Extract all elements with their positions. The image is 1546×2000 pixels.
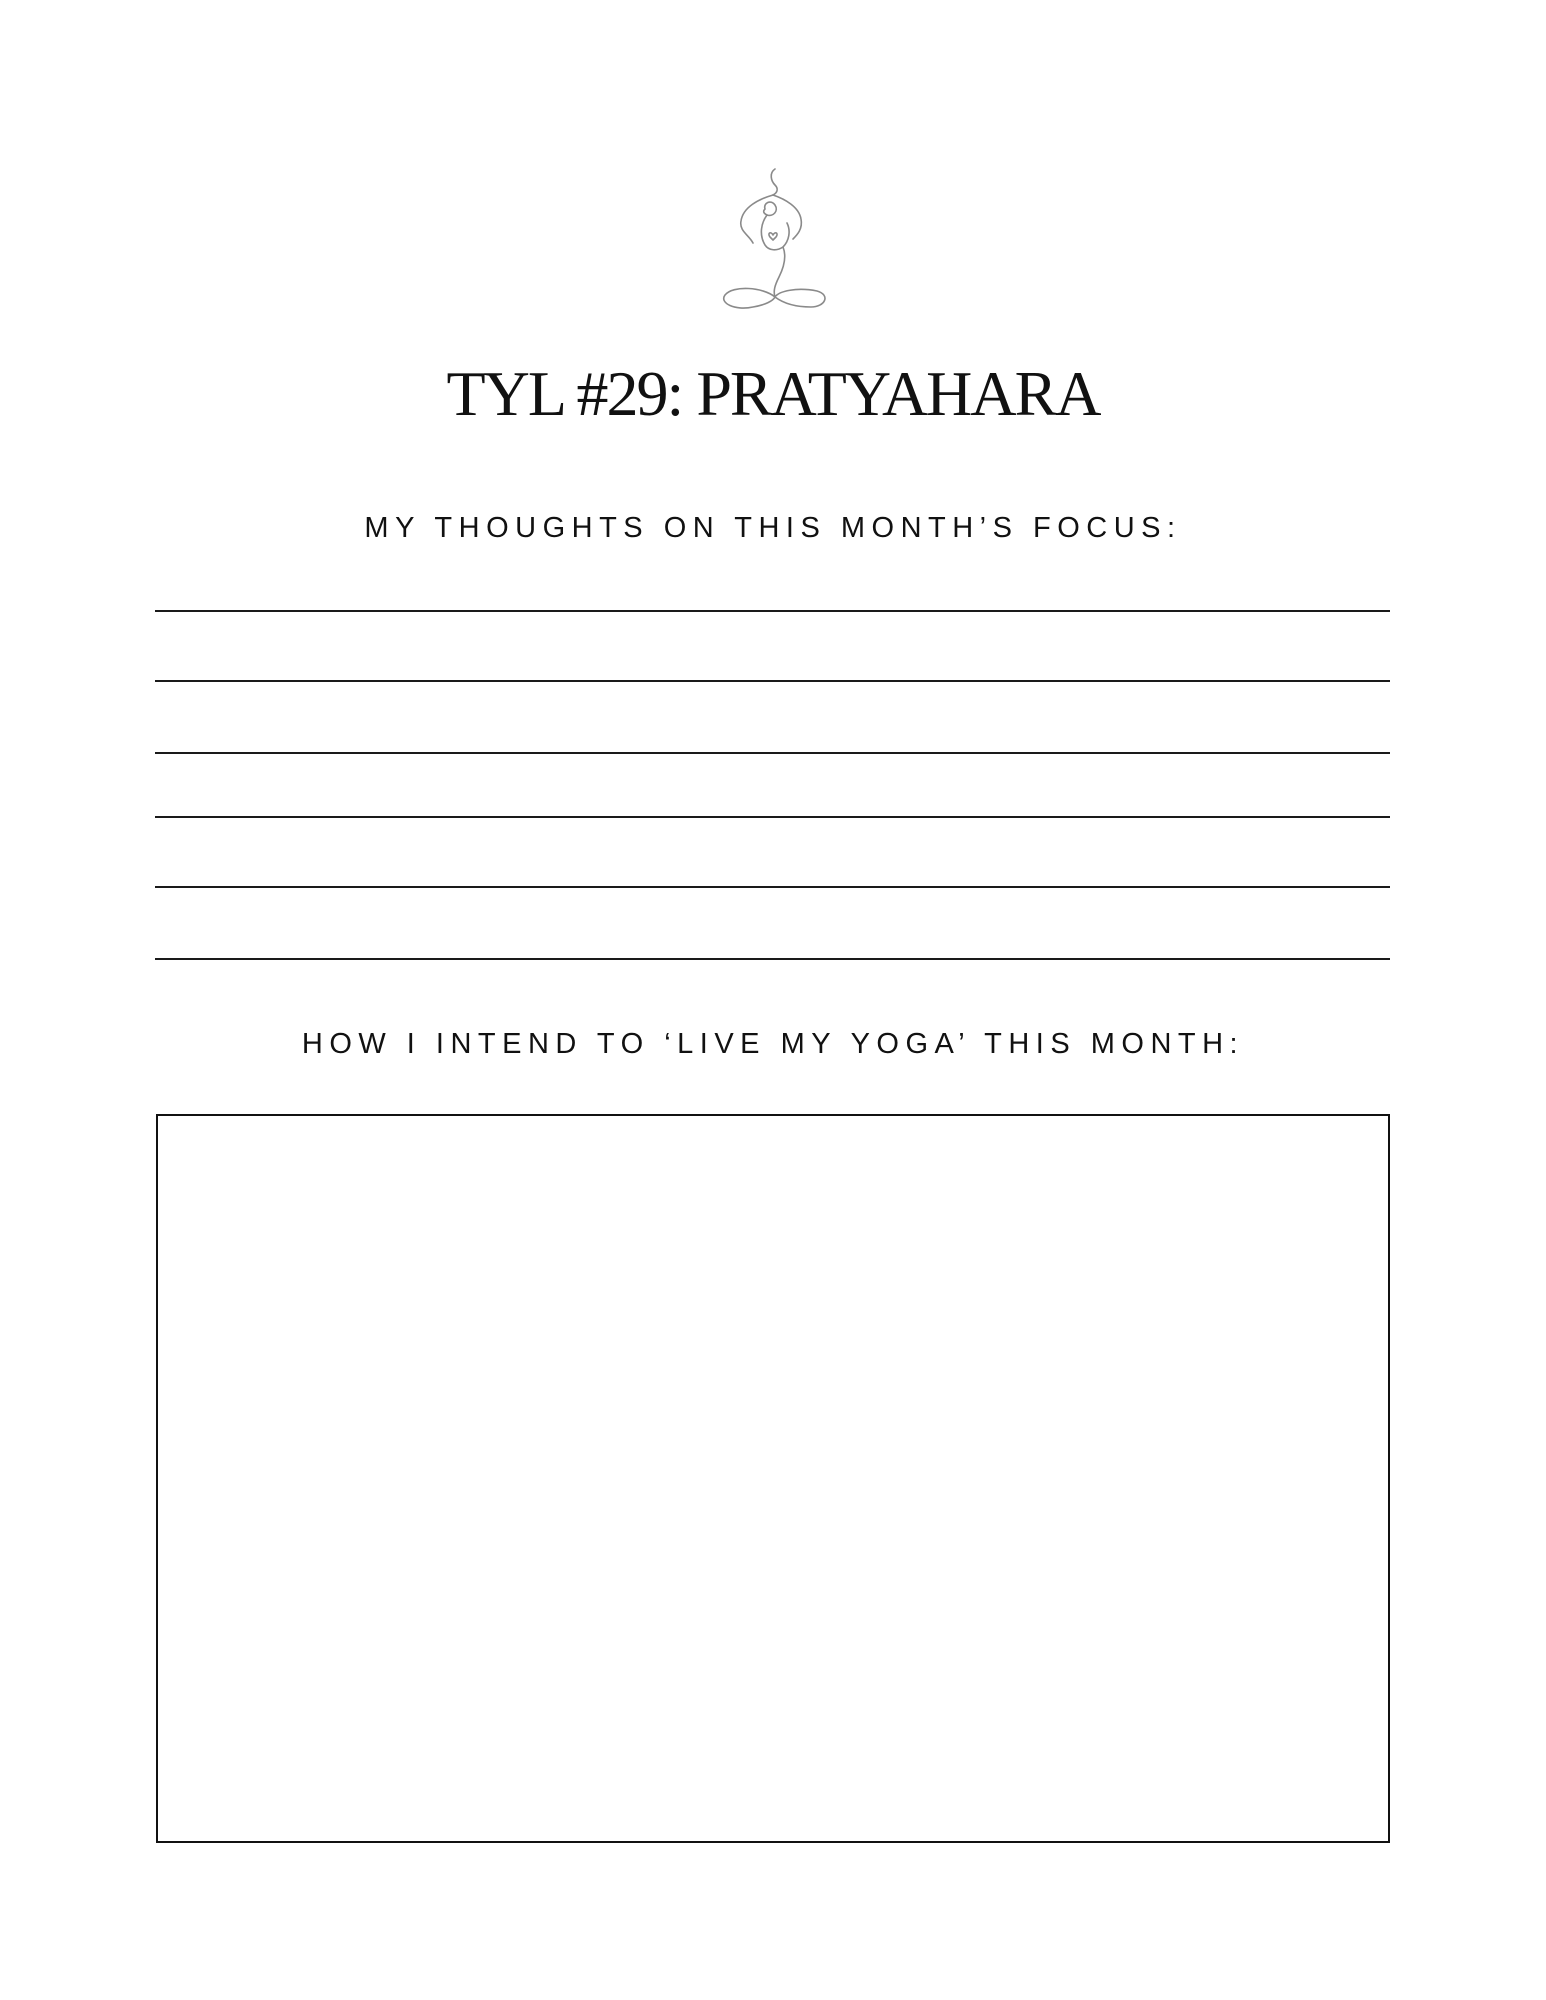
writing-line[interactable] (155, 958, 1390, 960)
page-title: TYL #29: PRATYAHARA (446, 358, 1100, 429)
intent-heading: HOW I INTEND TO ‘LIVE MY YOGA’ THIS MONTH: (301, 1028, 1245, 1060)
intent-writing-box[interactable] (156, 1114, 1390, 1843)
writing-line[interactable] (155, 886, 1390, 888)
writing-line[interactable] (155, 752, 1390, 754)
yoga-meditation-icon (713, 165, 833, 315)
writing-line[interactable] (155, 816, 1390, 818)
writing-line[interactable] (155, 680, 1390, 682)
writing-line[interactable] (155, 610, 1390, 612)
thoughts-heading: MY THOUGHTS ON THIS MONTH’S FOCUS: (364, 512, 1182, 544)
